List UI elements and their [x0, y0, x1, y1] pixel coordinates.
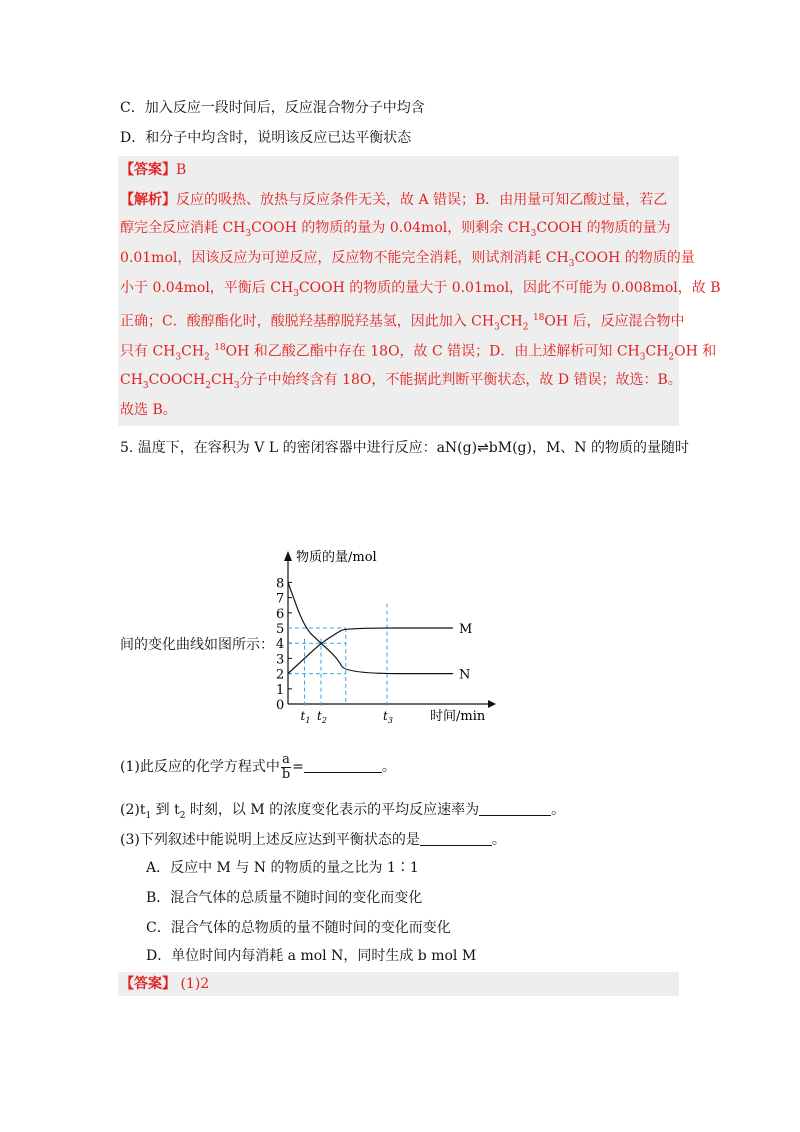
option-c-prev: C．加入反应一段时间后，反应混合物分子中均含: [120, 100, 425, 116]
answer5-value: (1)2: [180, 976, 210, 992]
y-tick-label: 1: [276, 682, 285, 698]
y-axis-arrow-icon: [284, 551, 292, 561]
analysis-line-8: 故选 B。: [120, 402, 177, 418]
y-tick-label: 4: [276, 637, 285, 653]
x-tick-label: $t_1$: [300, 709, 311, 725]
analysis-line-1: [120, 190, 667, 210]
blank-sub1[interactable]: [304, 758, 382, 773]
series-label: N: [459, 667, 471, 683]
q5-option-a: A．反应中 M 与 N 的物质的量之比为 1∶1: [146, 860, 419, 876]
q5-sub2: $(2)t_1$ 到 $t_2$ 时刻，以 M 的浓度变化表示的平均反应速率为 。: [120, 802, 566, 821]
equilibrium-arrow-icon: ⇌: [477, 440, 489, 456]
y-tick-label: 5: [276, 622, 285, 637]
q5-stem-line-1: 5. 温度下，在容积为 V L 的密闭容器中进行反应：aN(g)⇌bM(g)，M、N 的物质的量随时: [120, 440, 689, 456]
analysis-line-4: 小于 0.04mol，平衡后 $CH_3COOH$ 的物质的量大于 0.01mol，因此不可能为 0.008mol，故 B: [120, 280, 721, 299]
y-tick-label: 7: [276, 591, 285, 607]
y-tick-label: 0: [276, 698, 285, 713]
fraction-a-over-b: $\frac{a}{b}$: [281, 751, 291, 782]
analysis-line-3: 0.01mol，因该反应为可逆反应，反应物不能完全消耗，则试剂消耗 $CH_3COOH$ 的物质的量: [120, 250, 695, 269]
analysis-line-2: 醇完全反应消耗 $CH_3COOH$ 的物质的量为 0.04mol，则剩余 $CH_3COOH$ 的物质的量为: [120, 220, 671, 239]
q5-sub1: (1)此反应的化学方程式中 $\frac{a}{b}$ = 。: [120, 751, 396, 782]
answer-tag: 【答案】: [120, 162, 176, 178]
x-tick-label: $t_2$: [317, 709, 327, 725]
answer-line: [120, 160, 186, 180]
q5-option-c: C．混合气体的总物质的量不随时间的变化而变化: [146, 920, 451, 936]
analysis-line-6: 只有 $CH_3CH_2$ $^{18}$OH 和乙酸乙酯中存在 18O，故 C 错误；D．由上述解析可知 $CH_3CH_2OH$ 和: [120, 343, 717, 363]
answer5-tag: 【答案】: [120, 976, 176, 992]
analysis-line-7: $CH_3COOCH_2CH_3$分子中始终含有 18O，不能据此判断平衡状态，故 D 错误；故选：B。: [120, 372, 682, 391]
blank-sub2[interactable]: [479, 801, 551, 816]
y-tick-label: 6: [276, 606, 285, 622]
y-tick-label: 2: [276, 667, 285, 683]
chart-ylabel: 物质的量/mol: [296, 550, 377, 565]
option-d-prev: D．和分子中均含时，说明该反应已达平衡状态: [120, 130, 412, 146]
chart-xlabel: 时间/min: [430, 709, 486, 724]
q5-option-d: D．单位时间内每消耗 a mol N，同时生成 b mol M: [146, 948, 477, 964]
analysis-line-5: 正确；C．酸醇酯化时，酸脱羟基醇脱羟基氢，因此加入 $CH_3CH_2$ $^{18}$OH 后，反应混合物中: [120, 313, 685, 333]
analysis-text: 反应的吸热、放热与反应条件无关，故 A 错误；B．由用量可知乙酸过量，若乙: [176, 192, 668, 208]
q5-option-b: B．混合气体的总质量不随时间的变化而变化: [146, 890, 423, 906]
amount-time-chart: [270, 545, 510, 730]
q5-sub3: (3)下列叙述中能说明上述反应达到平衡状态的是 。: [120, 832, 506, 848]
series-label: M: [459, 622, 473, 637]
blank-sub3[interactable]: [420, 831, 492, 846]
answer5-line: [120, 974, 209, 994]
y-tick-label: 8: [276, 576, 285, 592]
x-tick-label: $t_3$: [383, 709, 393, 725]
answer-value: B: [176, 162, 187, 178]
x-axis-arrow-icon: [488, 700, 496, 708]
q5-stem-line-2: 间的变化曲线如图所示：: [120, 637, 274, 653]
analysis-tag: 【解析】: [120, 192, 176, 208]
y-tick-label: 3: [276, 652, 285, 668]
